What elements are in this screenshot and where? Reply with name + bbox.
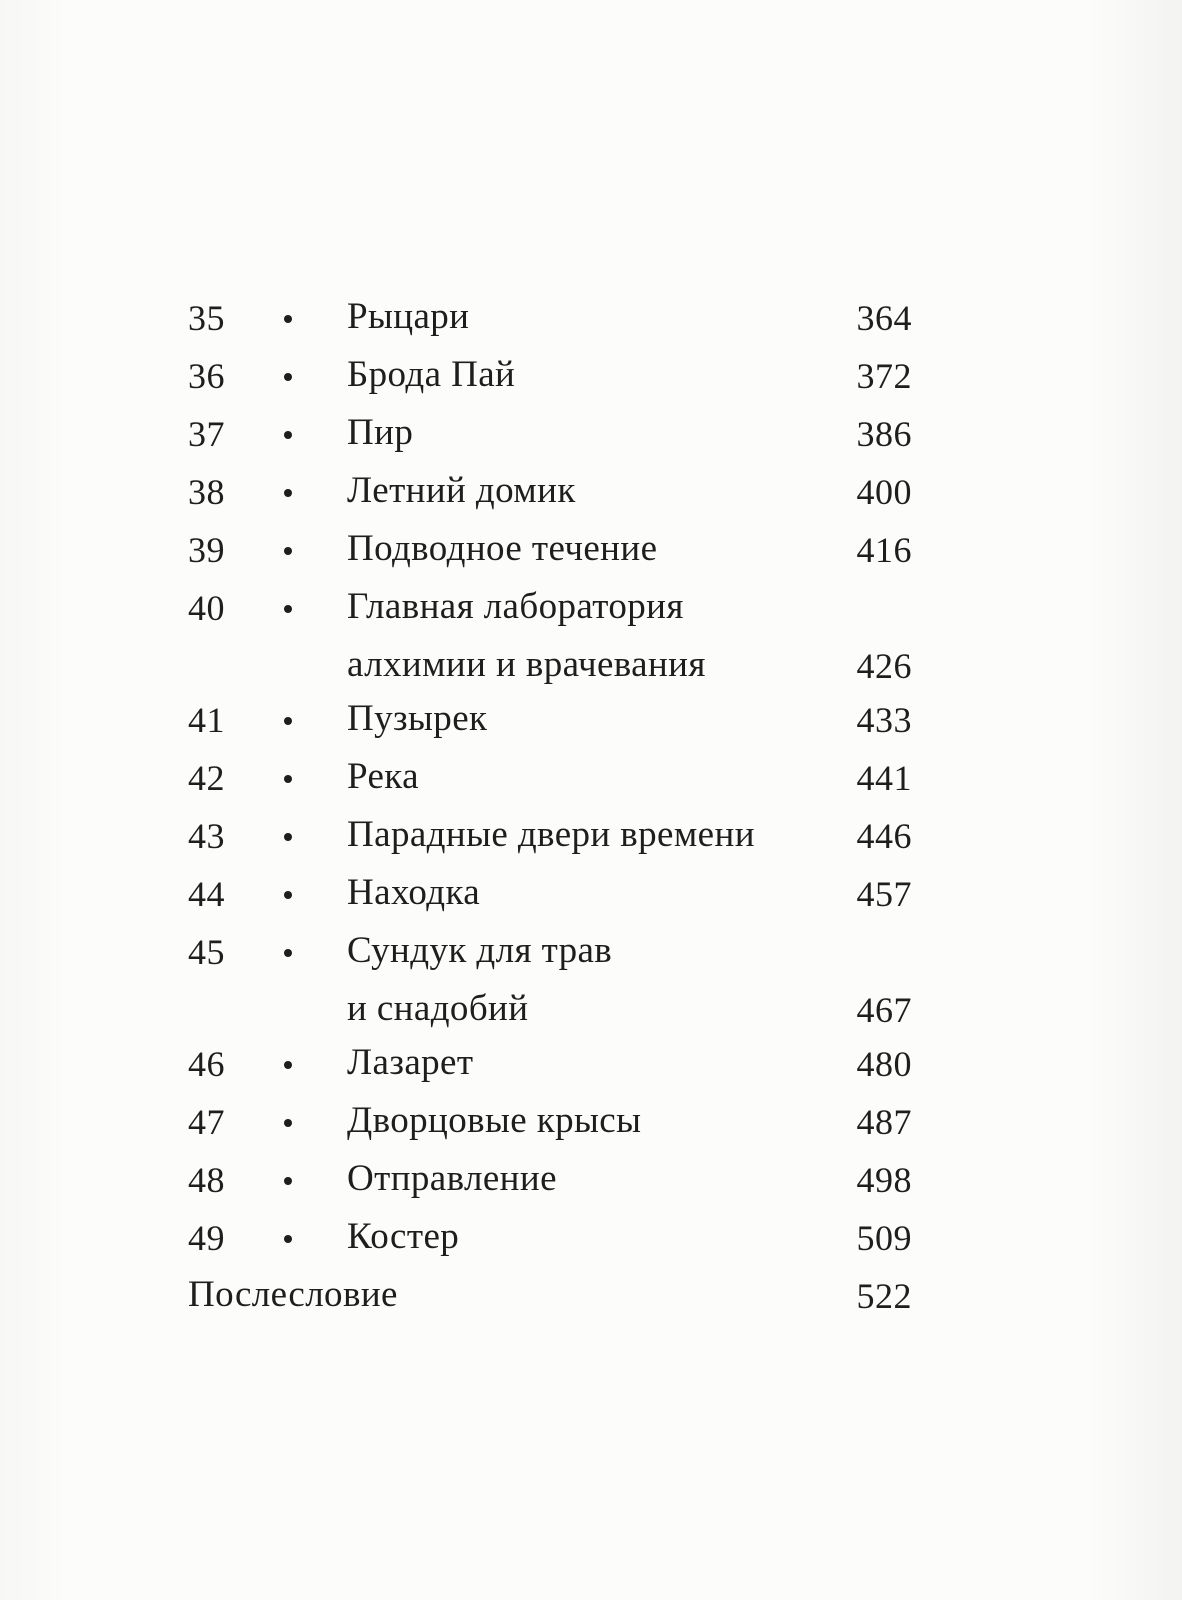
chapter-number: 42 <box>188 758 225 798</box>
chapter-title: Брода Пай <box>347 354 516 395</box>
bullet-dot-icon <box>284 489 292 497</box>
chapter-title <box>347 578 706 694</box>
bullet-dot-icon <box>284 717 292 725</box>
afterword-title: Послесловие <box>188 1274 398 1315</box>
toc-entry-46 <box>0 1034 1182 1094</box>
toc-entry-42 <box>0 748 1182 808</box>
toc-entry-47 <box>0 1092 1182 1152</box>
page-number: 433 <box>856 700 912 740</box>
toc-entry-49 <box>0 1208 1182 1268</box>
toc-entry-37 <box>0 404 1182 464</box>
chapter-number: 44 <box>188 874 225 914</box>
chapter-title-line-2: алхимии и врачевания <box>347 644 706 685</box>
page-number: 487 <box>856 1102 912 1142</box>
toc-entry-36 <box>0 346 1182 406</box>
bullet-dot-icon <box>284 1119 292 1127</box>
page-number: 480 <box>856 1044 912 1084</box>
chapter-number: 48 <box>188 1160 225 1200</box>
page-number: 426 <box>856 646 912 686</box>
page-number: 416 <box>856 530 912 570</box>
chapter-number: 39 <box>188 530 225 570</box>
bullet-dot-icon <box>284 775 292 783</box>
chapter-title: Пузырек <box>347 698 488 739</box>
toc-entry-48 <box>0 1150 1182 1210</box>
chapter-number: 49 <box>188 1218 225 1258</box>
chapter-number: 46 <box>188 1044 225 1084</box>
page-number: 372 <box>856 356 912 396</box>
bullet-dot-icon <box>284 315 292 323</box>
chapter-title-line-1: Сундук для трав <box>347 930 613 971</box>
bullet-dot-icon <box>284 833 292 841</box>
toc-entry-afterword <box>0 1266 1182 1326</box>
chapter-number: 45 <box>188 932 225 972</box>
chapter-number: 37 <box>188 414 225 454</box>
chapter-title: Отправление <box>347 1158 557 1199</box>
page-number: 386 <box>856 414 912 454</box>
bullet-dot-icon <box>284 431 292 439</box>
page-number: 467 <box>856 990 912 1030</box>
bullet-dot-icon <box>284 949 292 957</box>
chapter-number: 35 <box>188 298 225 338</box>
chapter-title-line-1: Главная лаборатория <box>347 586 684 627</box>
page-number: 457 <box>856 874 912 914</box>
page-number: 441 <box>856 758 912 798</box>
toc-entry-40 <box>0 578 1182 696</box>
page-number: 400 <box>856 472 912 512</box>
chapter-title: Находка <box>347 872 481 913</box>
toc-entry-44 <box>0 864 1182 924</box>
chapter-title: Костер <box>347 1216 460 1257</box>
chapter-number: 40 <box>188 588 225 628</box>
chapter-title: Парадные двери времени <box>347 814 755 855</box>
page-number: 446 <box>856 816 912 856</box>
page-number: 522 <box>856 1276 912 1316</box>
toc-entry-35 <box>0 288 1182 348</box>
chapter-title-line-2: и снадобий <box>347 988 529 1029</box>
bullet-dot-icon <box>284 1177 292 1185</box>
chapter-title: Лазарет <box>347 1042 474 1083</box>
page-number: 509 <box>856 1218 912 1258</box>
bullet-dot-icon <box>284 1061 292 1069</box>
toc-entry-38 <box>0 462 1182 522</box>
chapter-number: 47 <box>188 1102 225 1142</box>
page-number: 498 <box>856 1160 912 1200</box>
toc-entry-43 <box>0 806 1182 866</box>
bullet-dot-icon <box>284 547 292 555</box>
bullet-dot-icon <box>284 605 292 613</box>
chapter-title <box>347 922 612 1038</box>
page-number: 364 <box>856 298 912 338</box>
bullet-dot-icon <box>284 1235 292 1243</box>
bullet-dot-icon <box>284 373 292 381</box>
toc-entry-45 <box>0 922 1182 1040</box>
chapter-number: 41 <box>188 700 225 740</box>
chapter-title: Река <box>347 756 419 797</box>
chapter-title: Летний домик <box>347 470 576 511</box>
chapter-title: Рыцари <box>347 296 470 337</box>
chapter-number: 38 <box>188 472 225 512</box>
chapter-number: 43 <box>188 816 225 856</box>
chapter-number: 36 <box>188 356 225 396</box>
bullet-dot-icon <box>284 891 292 899</box>
toc-entry-39 <box>0 520 1182 580</box>
chapter-title: Дворцовые крысы <box>347 1100 642 1141</box>
chapter-title: Подводное течение <box>347 528 658 569</box>
toc-entry-41 <box>0 690 1182 750</box>
chapter-title: Пир <box>347 412 414 453</box>
